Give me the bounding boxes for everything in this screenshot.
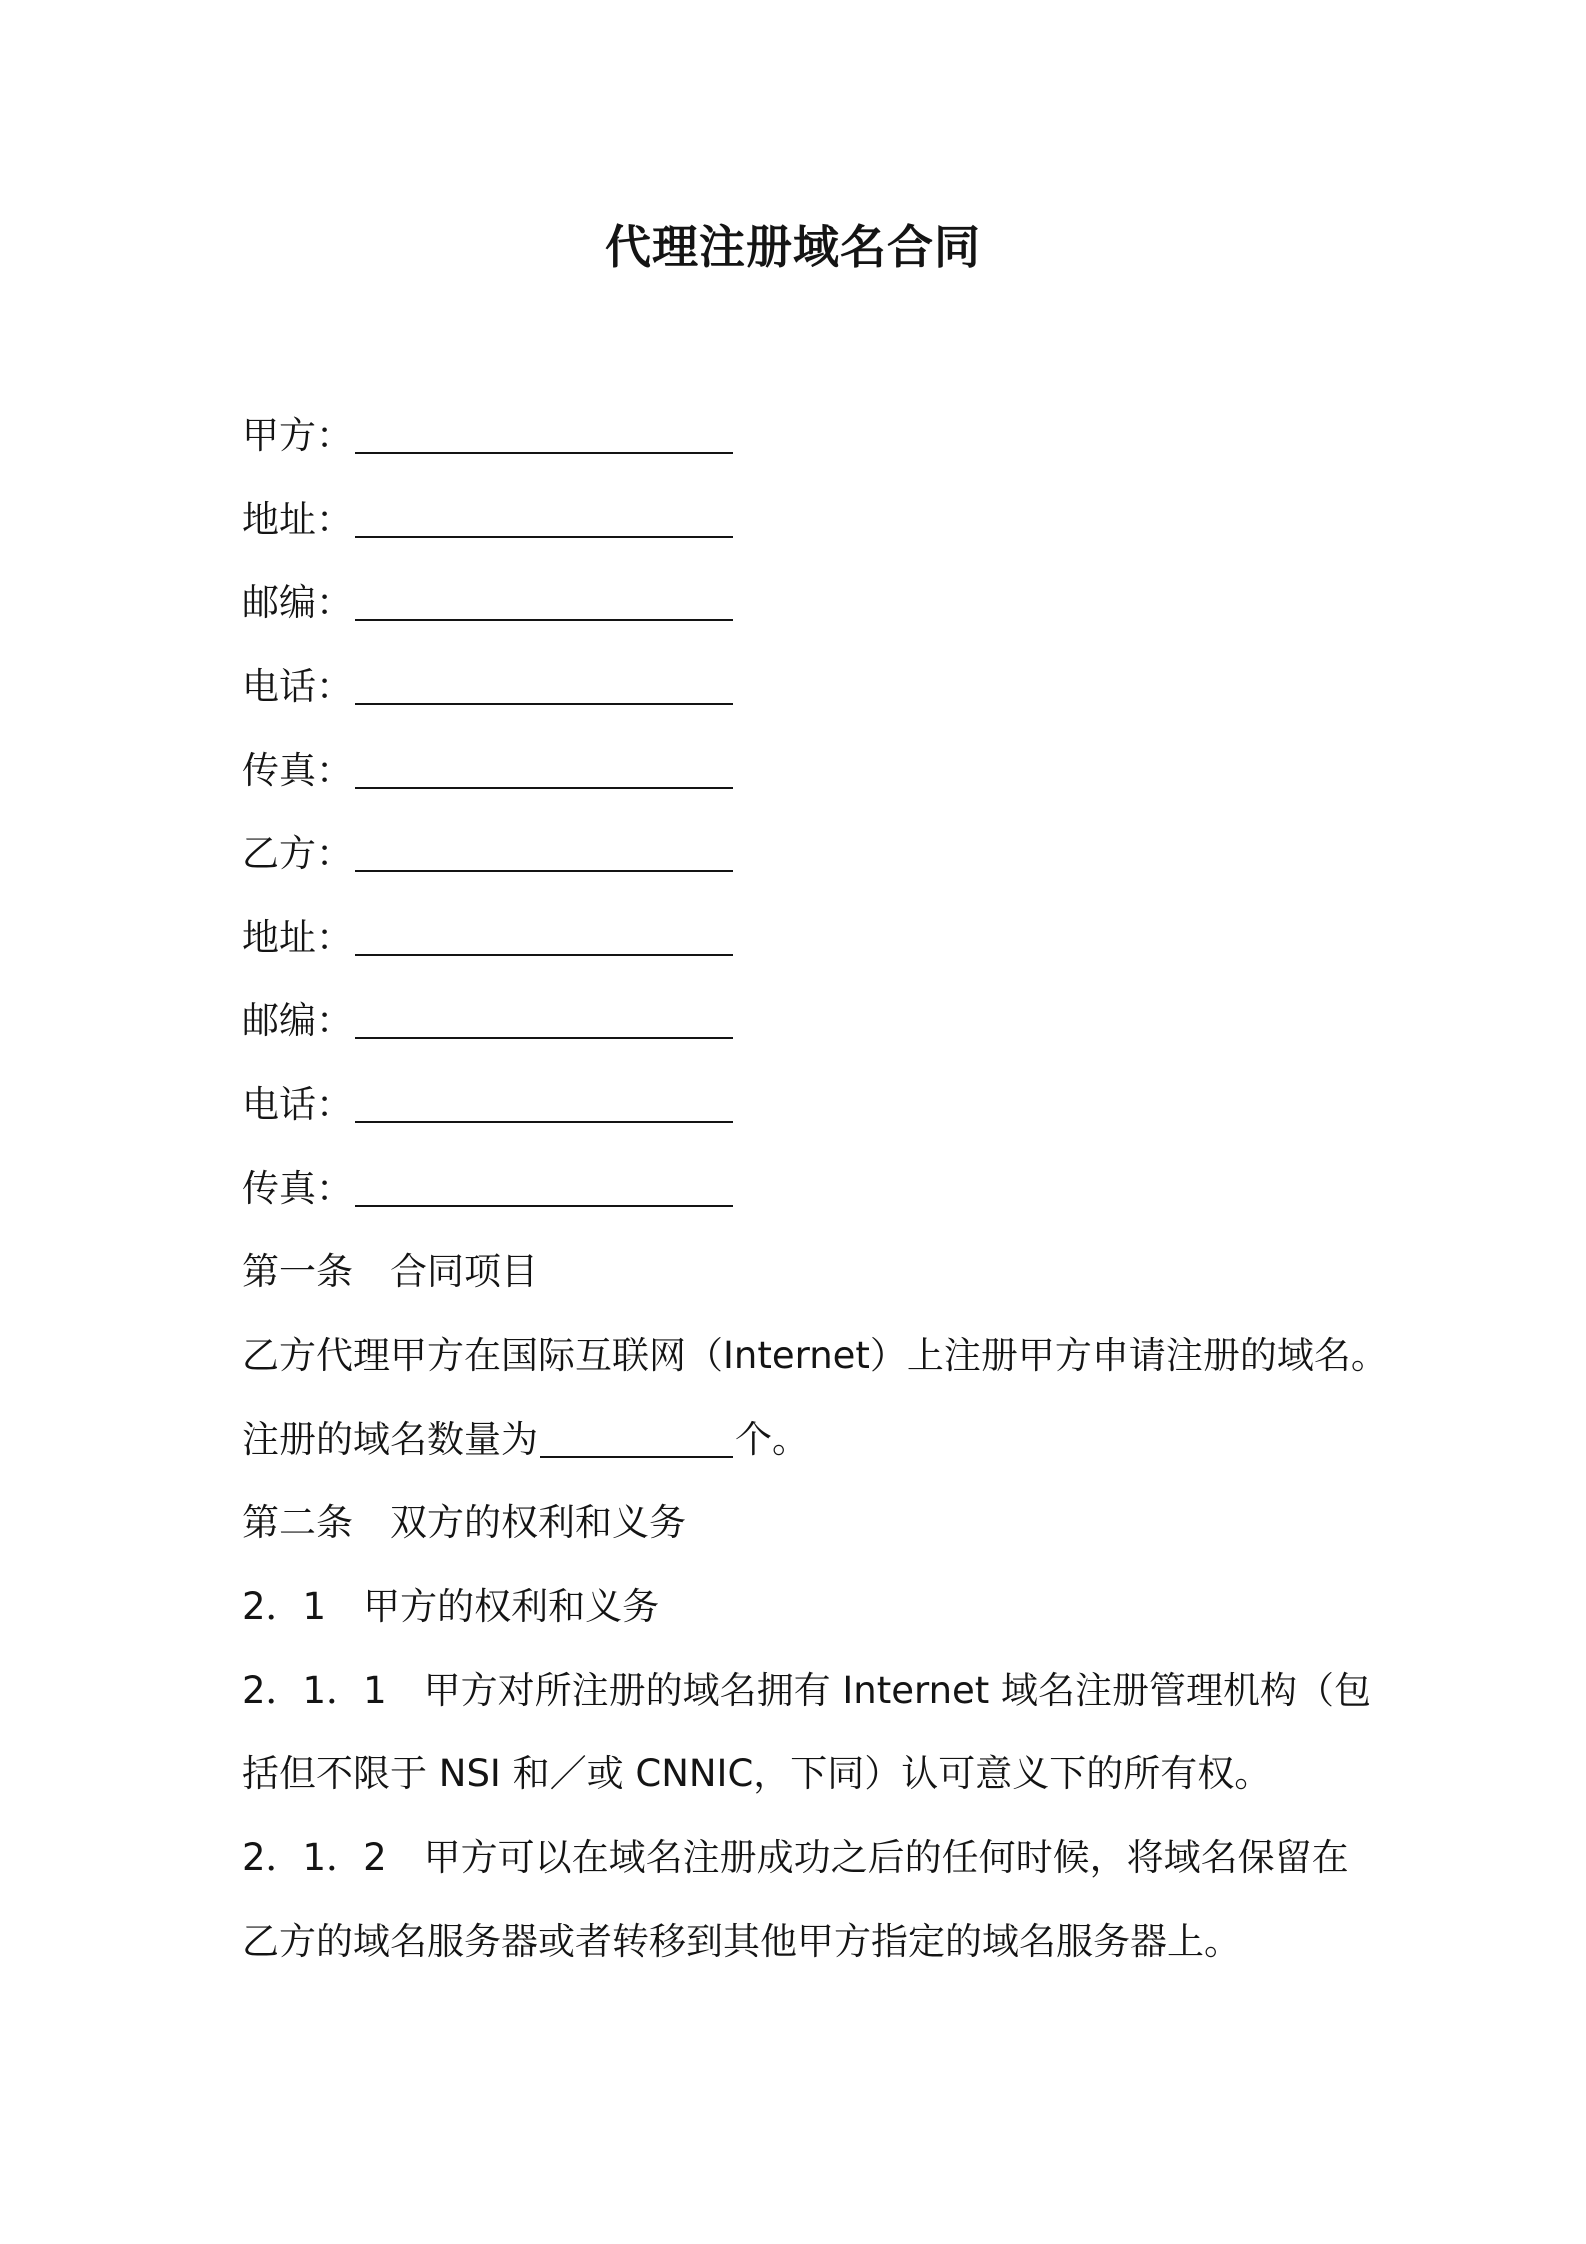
party-b-fax-field bbox=[242, 1147, 1442, 1231]
clause-2-1-2-line-2: 乙方的域名服务器或者转移到其他甲方指定的域名服务器上。 bbox=[242, 1919, 1241, 1963]
party-a-address-field bbox=[242, 478, 1442, 562]
document-body bbox=[242, 394, 1442, 1983]
field-label: 地址： bbox=[242, 497, 353, 541]
field-label: 邮编： bbox=[242, 581, 353, 625]
clause-2-1-1-line-2: 括但不限于 NSI 和／或 CNNIC，下同）认可意义下的所有权。 bbox=[242, 1752, 1272, 1796]
fill-in-blank bbox=[355, 589, 733, 621]
field-label: 电话： bbox=[242, 664, 353, 708]
fill-in-blank bbox=[355, 924, 733, 956]
fill-in-blank bbox=[355, 1175, 733, 1207]
document-title: 代理注册域名合同 bbox=[605, 220, 981, 274]
field-label: 传真： bbox=[242, 1166, 353, 1210]
article-1-paragraph: 乙方代理甲方在国际互联网（Internet）上注册甲方申请注册的域名。 bbox=[242, 1334, 1388, 1378]
party-b-address-field bbox=[242, 896, 1442, 980]
field-label: 电话： bbox=[242, 1083, 353, 1127]
fill-in-blank bbox=[355, 1007, 733, 1039]
fill-in-blank bbox=[355, 1091, 733, 1123]
party-a-phone-field bbox=[242, 645, 1442, 729]
quantity-label-before: 注册的域名数量为 bbox=[242, 1417, 538, 1461]
fill-in-blank bbox=[355, 506, 733, 538]
field-label: 地址： bbox=[242, 915, 353, 959]
party-b-postcode-field bbox=[242, 979, 1442, 1063]
fill-in-blank bbox=[355, 757, 733, 789]
domain-quantity-blank bbox=[540, 1426, 733, 1458]
party-b-phone-field bbox=[242, 1063, 1442, 1147]
quantity-label-after: 个。 bbox=[735, 1417, 809, 1461]
clause-2-1-1-line-1: 2．1．1 甲方对所注册的域名拥有 Internet 域名注册管理机构（包 bbox=[242, 1668, 1372, 1712]
party-b-name-field bbox=[242, 812, 1442, 896]
field-label: 乙方： bbox=[242, 832, 353, 876]
article-2-heading: 第二条 双方的权利和义务 bbox=[242, 1501, 686, 1545]
field-label: 甲方： bbox=[242, 414, 353, 457]
article-1-heading: 第一条 合同项目 bbox=[242, 1250, 538, 1294]
field-label: 邮编： bbox=[242, 999, 353, 1043]
party-a-name-field bbox=[242, 394, 1442, 478]
clause-2-1-2-line-1: 2．1．2 甲方可以在域名注册成功之后的任何时候，将域名保留在 bbox=[242, 1835, 1349, 1879]
party-a-postcode-field bbox=[242, 561, 1442, 645]
section-2-1-heading: 2．1 甲方的权利和义务 bbox=[242, 1584, 660, 1628]
fill-in-blank bbox=[355, 673, 733, 705]
fill-in-blank bbox=[355, 840, 733, 872]
article-1-quantity-line bbox=[242, 1398, 1442, 1482]
fill-in-blank bbox=[355, 422, 733, 454]
party-a-fax-field bbox=[242, 729, 1442, 813]
field-label: 传真： bbox=[242, 748, 353, 792]
